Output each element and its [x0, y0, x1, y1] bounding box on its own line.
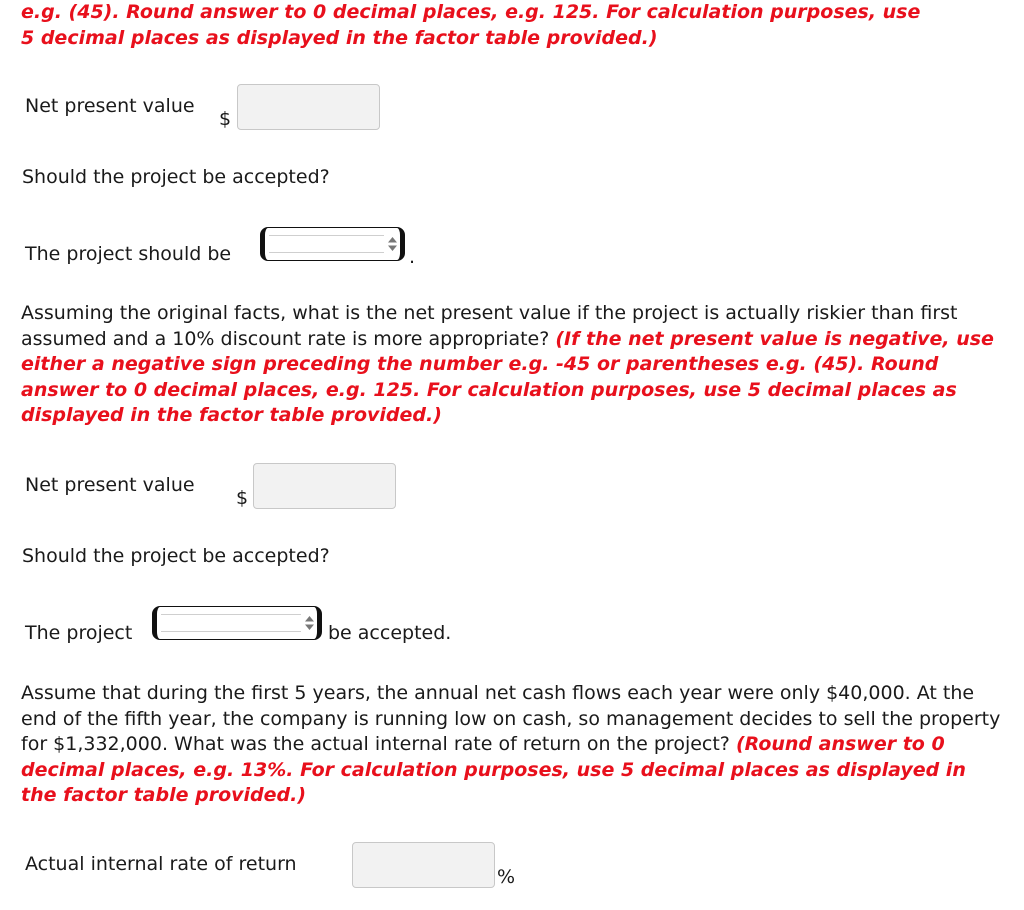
- updown-arrows-icon: [388, 237, 397, 251]
- accept-dropdown-2[interactable]: [152, 606, 322, 640]
- currency-symbol-2: $: [236, 487, 249, 509]
- currency-symbol-1: $: [219, 108, 232, 130]
- npv-label-2: Net present value: [25, 474, 195, 496]
- accept-question-1: Should the project be accepted?: [22, 166, 330, 188]
- project-sentence-suffix-2: be accepted.: [328, 622, 452, 644]
- project-sentence-suffix-1: .: [409, 246, 416, 268]
- npv-label-1: Net present value: [25, 95, 195, 117]
- top-instruction-line-1: e.g. (45). Round answer to 0 decimal places, e.g. 125. For calculation purposes, use: [21, 1, 921, 23]
- risk-question-text: Assuming the original facts, what is the net present value if the project is actually riskier than first assumed and a 10% discount rate is more appropriate?: [21, 302, 958, 350]
- dropdown-value-2: [161, 614, 301, 632]
- risk-instruction: (If the net present value is negative, use either a negative sign preceding the number e.g. -45 or parentheses e.g. (45). Round answer to 0 decimal places, e.g. 125. For calculation purposes, use 5 decimal places as displayed in the factor table provided.): [21, 327, 994, 426]
- top-instruction: [21, 0, 1006, 51]
- project-sentence-prefix-1: The project should be: [25, 243, 232, 265]
- npv-input-1[interactable]: [237, 84, 380, 130]
- updown-arrows-icon: [305, 616, 314, 630]
- irr-label: Actual internal rate of return: [25, 853, 297, 875]
- irr-instruction: (Round answer to 0 decimal places, e.g. 13%. For calculation purposes, use 5 decimal places as displayed in the factor table provided.): [21, 733, 966, 806]
- risk-question: [21, 301, 1006, 429]
- dropdown-value-1: [269, 235, 384, 253]
- irr-input[interactable]: [352, 842, 495, 888]
- irr-question-text: Assume that during the first 5 years, the annual net cash flows each year were only $40,000. At the end of the fifth year, the company is running low on cash, so management decides to sell the property for $1,332,000. What was the actual internal rate of return on the project?: [21, 682, 1001, 755]
- accept-dropdown-1[interactable]: [260, 227, 405, 261]
- npv-input-2[interactable]: [253, 463, 396, 509]
- project-sentence-prefix-2: The project: [25, 622, 133, 644]
- irr-question: [21, 681, 1006, 809]
- accept-question-2: Should the project be accepted?: [22, 545, 330, 567]
- top-instruction-line-2: 5 decimal places as displayed in the factor table provided.): [21, 26, 658, 49]
- percent-symbol: %: [497, 866, 516, 888]
